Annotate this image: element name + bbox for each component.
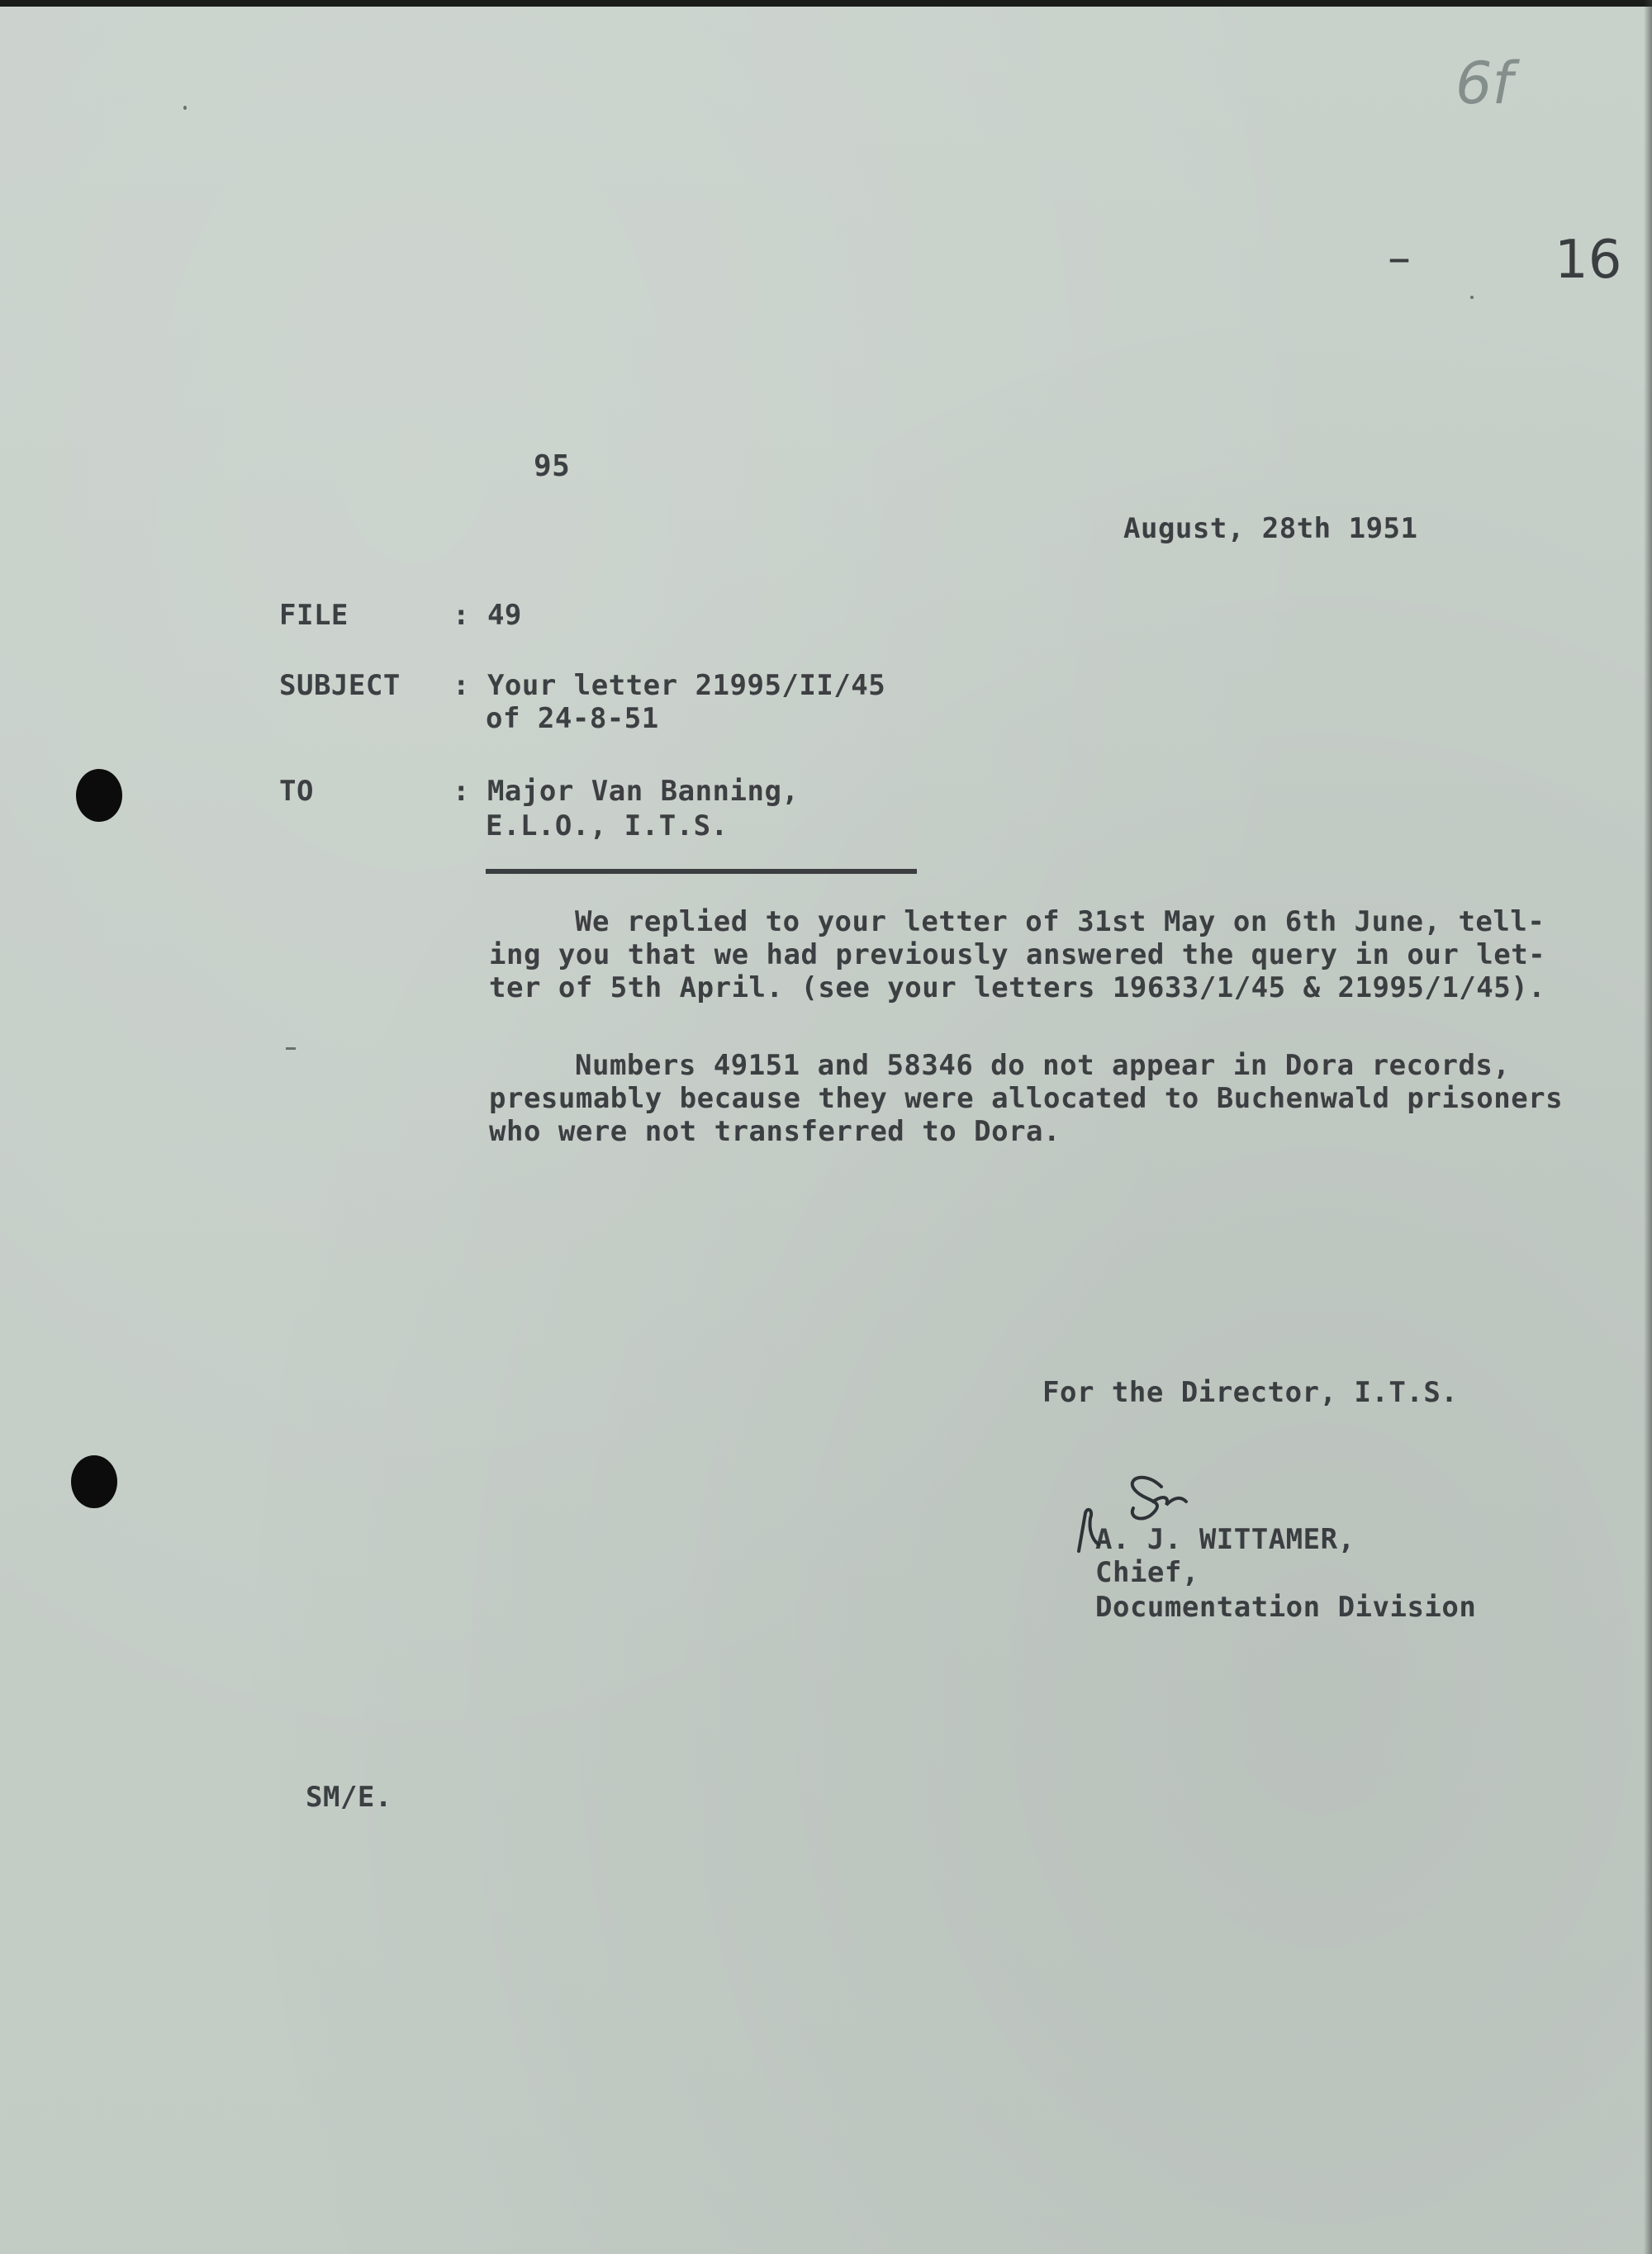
- reference-initials: SM/E.: [306, 1781, 392, 1814]
- scan-speck: [286, 1047, 296, 1050]
- scan-speck: [1470, 296, 1474, 299]
- file-label: FILE: [279, 599, 349, 632]
- paragraph2-line3: who were not transferred to Dora.: [489, 1115, 1061, 1148]
- to-value-line1: : Major Van Banning,: [453, 775, 800, 808]
- folio-dash: –: [1388, 231, 1411, 285]
- scan-right-edge: [1644, 0, 1652, 2254]
- to-label: TO: [279, 775, 314, 808]
- scan-top-edge: [0, 0, 1652, 7]
- punch-hole-upper: [76, 769, 122, 822]
- signer-title: Chief,: [1095, 1556, 1199, 1589]
- pencil-mark: 6f: [1455, 50, 1513, 117]
- paragraph2-line2: presumably because they were allocated to Buchenwald prisoners: [489, 1082, 1564, 1115]
- scan-speck: [183, 106, 187, 110]
- subject-value-line2: of 24-8-51: [486, 702, 659, 735]
- paragraph1-line1: We replied to your letter of 31st May on 6th June, tell-: [575, 905, 1545, 938]
- folio-number: 16: [1555, 230, 1622, 291]
- punch-hole-lower: [71, 1455, 117, 1508]
- file-value: : 49: [453, 599, 522, 632]
- paragraph1-line2: ing you that we had previously answered the query in our let-: [489, 938, 1546, 971]
- paragraph1-line3: ter of 5th April. (see your letters 19633/1/45 & 21995/1/45).: [489, 971, 1546, 1004]
- paragraph2-line1: Numbers 49151 and 58346 do not appear in Dora records,: [575, 1049, 1511, 1082]
- page-number: 95: [534, 449, 571, 483]
- to-value-line2: E.L.O., I.T.S.: [486, 809, 729, 842]
- subject-label: SUBJECT: [279, 669, 401, 702]
- header-rule: [486, 869, 917, 874]
- subject-value-line1: : Your letter 21995/II/45: [453, 669, 886, 702]
- signer-name: A. J. WITTAMER,: [1095, 1523, 1355, 1556]
- signer-division: Documentation Division: [1095, 1591, 1477, 1624]
- letter-date: August, 28th 1951: [1123, 512, 1418, 545]
- for-director-line: For the Director, I.T.S.: [1042, 1376, 1459, 1409]
